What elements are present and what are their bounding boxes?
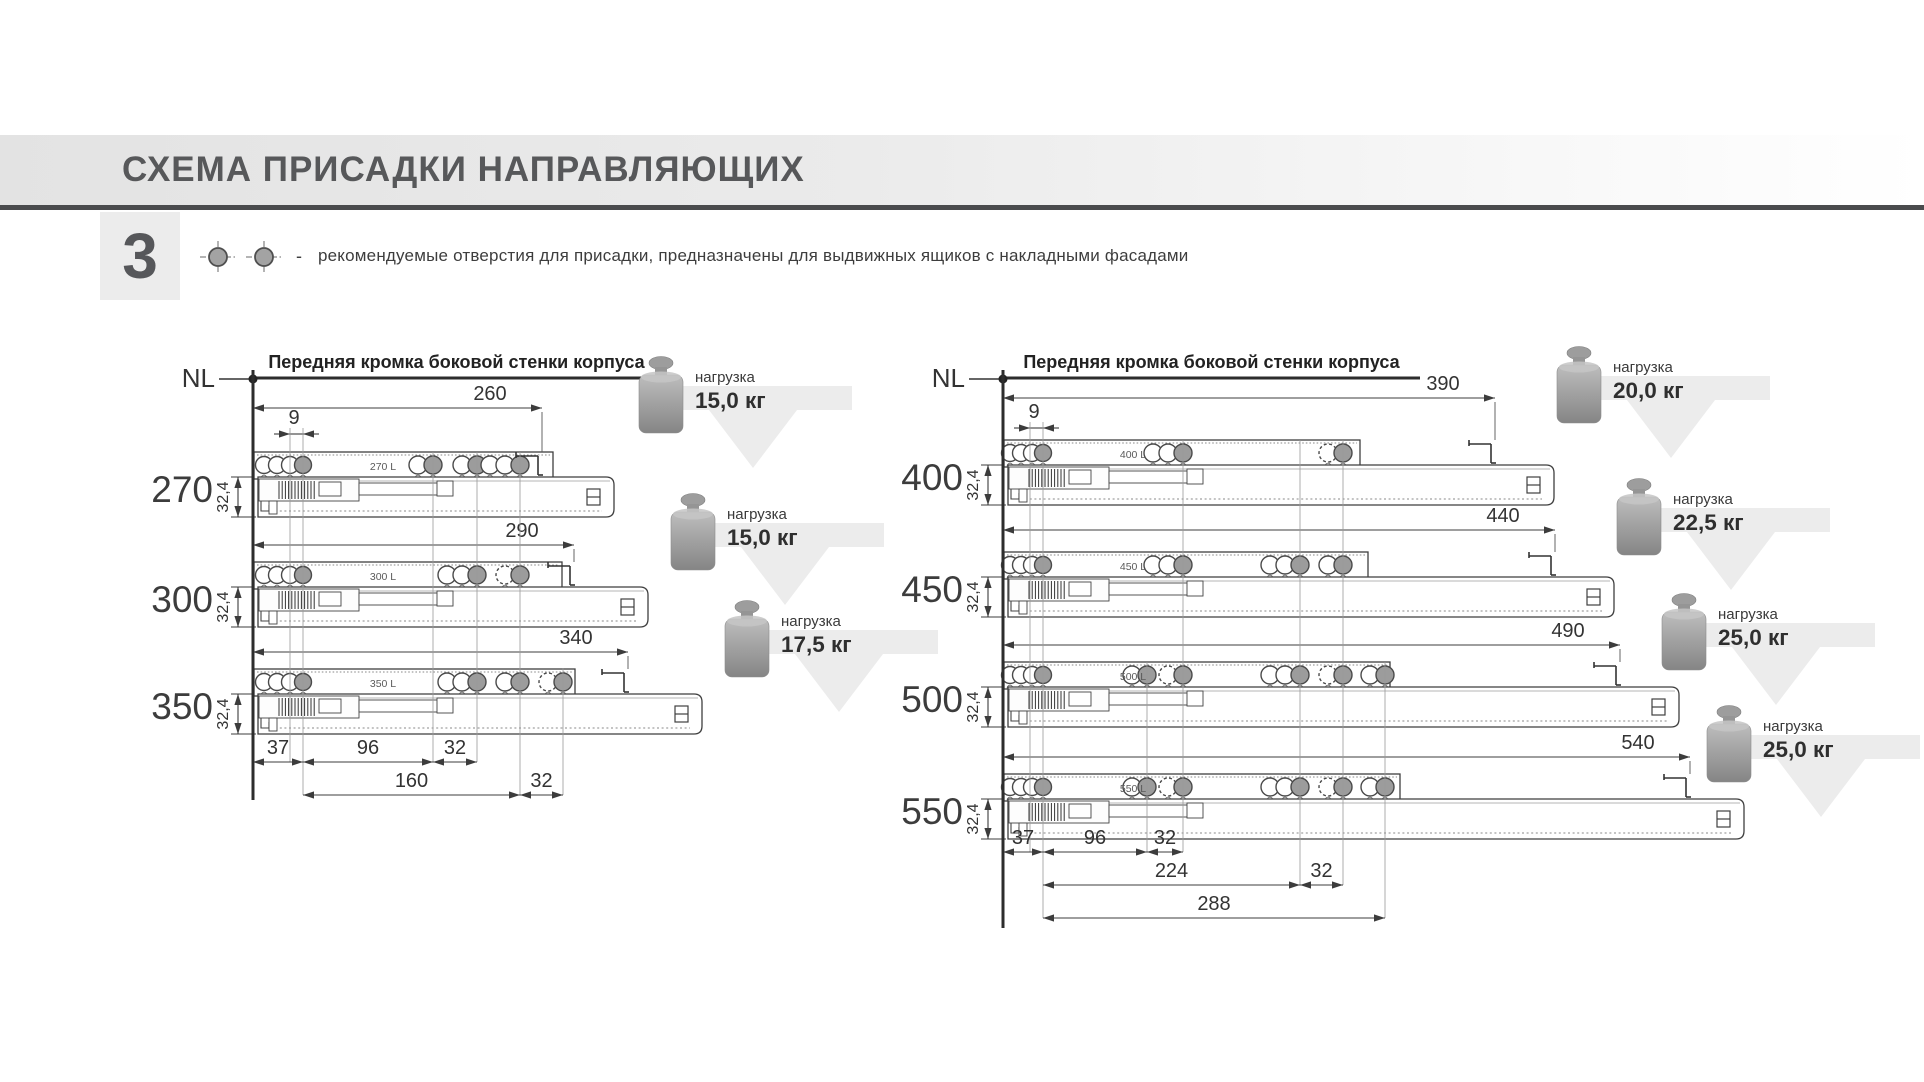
rear-hook-bracket (1594, 662, 1621, 685)
slide-length-label: 400 L (1119, 449, 1147, 461)
load-badge (1617, 479, 1830, 591)
height-dimension: 32,4 (965, 691, 982, 723)
spacing-dimension: 160 (394, 770, 429, 792)
nl-axis-label: NL (931, 363, 965, 393)
height-dimension: 32,4 (965, 803, 982, 835)
spacing-dimension: 288 (1197, 893, 1231, 915)
drawer-slide-270 (254, 452, 614, 517)
pitch-dimension: 9 (288, 407, 300, 429)
front-dimension: 260 (473, 383, 507, 405)
drawer-slide-550 (1002, 774, 1745, 839)
slide-length-label: 450 L (1119, 561, 1147, 573)
rear-hook-bracket (1469, 440, 1496, 463)
load-value: 25,0 кг (1718, 625, 1789, 650)
front-dimension: 540 (1621, 732, 1655, 754)
height-dimension: 32,4 (215, 481, 232, 513)
load-value: 17,5 кг (781, 632, 852, 657)
rear-hook-bracket (602, 669, 629, 692)
drawer-slide-350 (254, 669, 702, 734)
nl-length-value: 400 (901, 457, 963, 498)
weight-icon (1662, 594, 1706, 671)
height-dimension: 32,4 (215, 698, 232, 730)
front-dimension: 440 (1486, 505, 1520, 527)
weight-icon (725, 601, 769, 678)
slide-length-label: 270 L (369, 461, 397, 473)
pitch-dimension: 9 (1028, 401, 1040, 423)
load-value: 15,0 кг (695, 388, 766, 413)
spacing-dimension: 96 (356, 737, 380, 759)
load-value: 22,5 кг (1673, 510, 1744, 535)
legend-dash: - (296, 246, 302, 266)
spacing-dimension: 32 (530, 770, 553, 792)
height-dimension: 32,4 (965, 581, 982, 613)
nl-axis-label: NL (181, 363, 215, 393)
load-label: нагрузка (695, 369, 755, 386)
load-value: 25,0 кг (1763, 737, 1834, 762)
spacing-dimension: 32 (1153, 827, 1177, 849)
front-dimension: 340 (559, 627, 593, 649)
edge-label: Передняя кромка боковой стенки корпуса (1023, 352, 1400, 372)
load-label: нагрузка (1613, 359, 1673, 376)
front-dimension: 490 (1551, 620, 1585, 642)
section-number: 3 (122, 220, 158, 292)
load-value: 20,0 кг (1613, 378, 1684, 403)
load-label: нагрузка (1718, 606, 1778, 623)
edge-label: Передняя кромка боковой стенки корпуса (268, 352, 645, 372)
load-badge (639, 357, 852, 469)
front-dimension: 390 (1426, 373, 1460, 395)
weight-icon (671, 494, 715, 571)
weight-icon (1707, 706, 1751, 783)
nl-length-value: 300 (151, 579, 213, 620)
nl-length-value: 550 (901, 791, 963, 832)
weight-icon (1617, 479, 1661, 556)
rear-hook-bracket (1664, 774, 1691, 797)
legend-text: рекомендуемые отверстия для присадки, предназначены для выдвижных ящиков с накладными фасадами (318, 246, 1189, 265)
nl-length-value: 350 (151, 686, 213, 727)
spacing-dimension: 37 (266, 737, 290, 759)
slide-length-label: 550 L (1119, 783, 1147, 795)
weight-icon (1557, 347, 1601, 424)
spacing-dimension: 32 (1310, 860, 1333, 882)
height-dimension: 32,4 (215, 591, 232, 623)
spacing-dimension: 96 (1083, 827, 1107, 849)
nl-length-value: 450 (901, 569, 963, 610)
weight-icon (639, 357, 683, 434)
load-label: нагрузка (781, 613, 841, 630)
drawer-slide-400 (1002, 440, 1555, 505)
load-badge (671, 494, 884, 606)
spacing-dimension: 37 (1011, 827, 1035, 849)
load-badge (1557, 347, 1770, 459)
slide-length-label: 350 L (369, 678, 397, 690)
slide-length-label: 500 L (1119, 671, 1147, 683)
rear-hook-bracket (1529, 552, 1556, 575)
page-title: СХЕМА ПРИСАДКИ НАПРАВЛЯЮЩИХ (122, 150, 805, 189)
load-badge (1662, 594, 1875, 706)
slide-length-label: 300 L (369, 571, 397, 583)
height-dimension: 32,4 (965, 469, 982, 501)
diagram-left (151, 352, 938, 800)
load-label: нагрузка (1673, 491, 1733, 508)
nl-length-value: 500 (901, 679, 963, 720)
drawer-slide-450 (1002, 552, 1615, 617)
spacing-dimension: 224 (1154, 860, 1189, 882)
drawer-slide-300 (254, 562, 648, 627)
load-value: 15,0 кг (727, 525, 798, 550)
drawer-slide-500 (1002, 662, 1680, 727)
diagram-right (901, 347, 1920, 929)
spacing-dimension: 32 (443, 737, 467, 759)
nl-length-value: 270 (151, 469, 213, 510)
load-label: нагрузка (1763, 718, 1823, 735)
load-label: нагрузка (727, 506, 787, 523)
front-dimension: 290 (505, 520, 539, 542)
